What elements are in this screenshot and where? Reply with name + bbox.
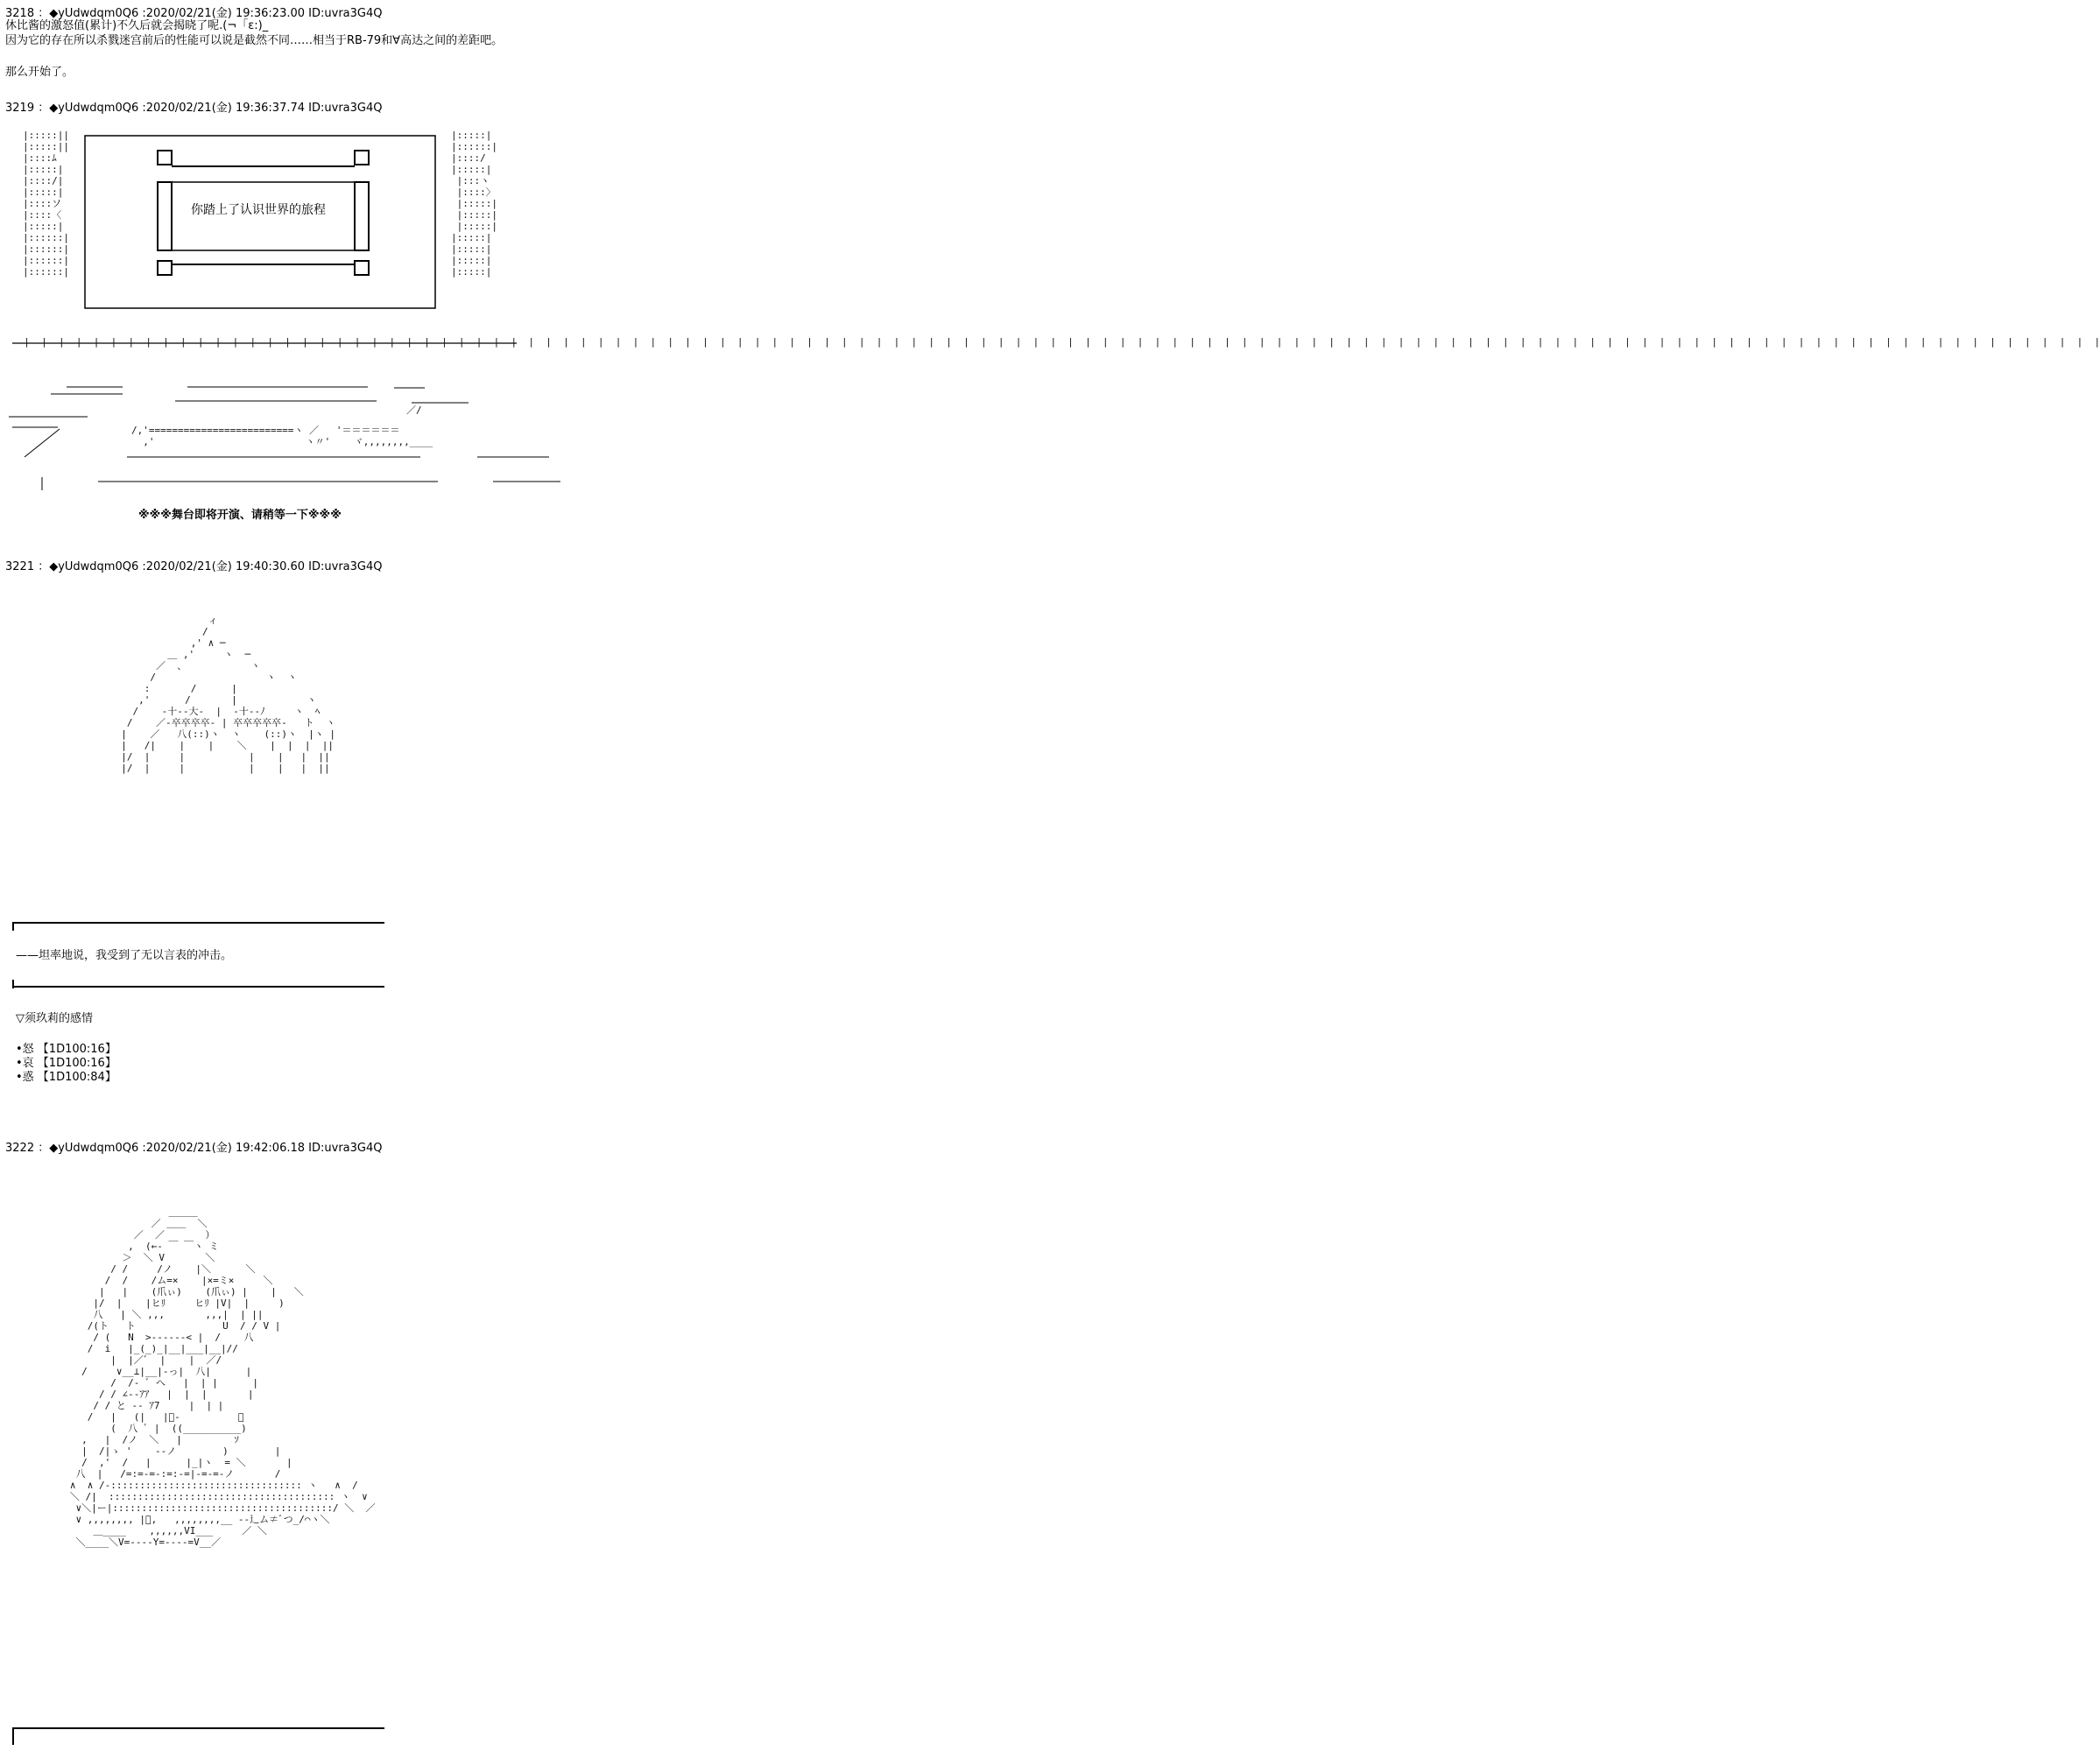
- divider-rule: [12, 986, 384, 988]
- divider-tick: [12, 922, 14, 931]
- post-header: 3218 ：◆yUdwdqm0Q6 :2020/02/21(金) 19:36:23.00 ID:uvra3G4Q: [5, 7, 383, 20]
- post-line: 因为它的存在所以杀戮迷宫前后的性能可以说是截然不同……相当于RB-79和∀高达之间的差距吧。: [5, 34, 504, 47]
- ascii-art-left-pillar: |:::::|| |:::::|| |::::ﾑ |:::::| |::::/| |:::::| |::::ソ |::::〈 |:::::| |::::::| |::::::| |::::::| |::::::|: [23, 130, 69, 278]
- ascii-art-character-seated: ＿＿＿ ／ ＿＿ ＼ ／ ／ ） , (←‐ ￣ ￣ヽ ミ ＞ ＼ V ＼ / / /ノ |＼ ＼ / / /ム=× |×=ミ× ＼ | | (爪ぃ) (爪ぃ) | | ＼ |/ | |ヒﾘ ヒﾘ |V| | ) 八 | ＼ ,,, ,,,| | || /(ト ト U / / V | / ( N >‐‐‐‐‐‐< | / 八 / i |_(_)_|__|___|__|// | |／ﾞ | | ／/ / ∨__⊥|__|‐っ| 八| | / /‐ ﾞ へ | | | | / / ∠‐‐ｱｱ | | | | / / と ‐‐ ｱ7 | | | / | (| |ﾞ‐ ＼ ( 八 ﾞ | ((__________) , | /ノ ＼ | ｿ | /|ゝ ' ‐‐ノ ) | / ,' / | |_|ヽ = ＼ | 八 | /=:=‐=‐:=:‐=|‐=‐=‐ノ / ∧ ∧ /‐::::::::::::::::::::::::::::::::: ヽ ∧ / ＼ /| ::::::::::::::::::::::::::::::::::::::: ヽ ∨ ∨＼|ー|::::::::::::::::::::::::::::::::::::::/ ＼ ／ ∨ ,,,,,,,, |ﾞ, ,,,,,,,,__ ‐‐辶ム≠ﾞつ_/⌒ヽ＼ ＿____ ,,,,,,VI___ ／ ＼ ＼____＼V=‐‐‐‐Y=‐‐‐‐=V__／: [69, 1206, 376, 1548]
- narration-line: ——坦率地说，我受到了无以言表的冲击。: [16, 949, 233, 962]
- post-line: 休比酱的激怒值(累计)不久后就会揭晓了呢.(¬「ε:)_: [5, 19, 269, 32]
- ascii-stage-deco: ／/: [406, 404, 422, 416]
- ascii-art-character-shock: ィ / ,' ∧ ─ ＿ ,' ヽ ─ ／ 、 ヽ / ヽ ヽ : / | ,' / | ヽ / ‐十‐‐大‐ | ‐十‐‐ﾉ ヽ ﾍ / ／‐卒卒卒卒‐ | 卒卒卒卒卒‐ ト ヽ | ／ 八(::)ヽ ヽ (::)ヽ |ヽ | | /| | | ＼ | | | || |/ | | | | | || |/ | | | | | ||: [121, 615, 336, 774]
- emotion-roll: •怒 【1D100:16】: [16, 1043, 116, 1056]
- ascii-stage-floor: /,'=========================ヽ ／ '＝＝＝＝＝＝ ,' ヽ〃' ヾ,,,,,,,,____: [131, 425, 433, 447]
- divider-rule: [12, 1727, 384, 1729]
- ascii-ruler-ticks: | | | | | | | | | | | | | | | | | | | | | | | | | | | | | | | | | | | | | | | | | | | | | | | | | | | | | | | | | | | | | | | | | | | | | | | | | | | | | | | | | | | | | | | | | | | | | | | | | | | | | | | | | | | | | | | | | | | | | | | |: [12, 336, 2100, 348]
- divider-rule: [12, 922, 384, 924]
- post-header: 3219 ：◆yUdwdqm0Q6 :2020/02/21(金) 19:36:37.74 ID:uvra3G4Q: [5, 102, 383, 115]
- emotion-roll: •惑 【1D100:84】: [16, 1071, 116, 1084]
- post-header: 3222 ：◆yUdwdqm0Q6 :2020/02/21(金) 19:42:06.18 ID:uvra3G4Q: [5, 1142, 383, 1155]
- emotion-title: ▽须玖莉的感情: [16, 1012, 93, 1025]
- ascii-art-right-pillar: |:::::| |::::::| |::::/ |:::::| |:::ヽ |::::〉 |:::::| |:::::| |:::::| |:::::| |:::::| |:::::| |:::::|: [451, 130, 497, 278]
- emotion-roll: •哀 【1D100:16】: [16, 1057, 116, 1070]
- divider-tick: [12, 980, 14, 988]
- post-header: 3221 ：◆yUdwdqm0Q6 :2020/02/21(金) 19:40:30.60 ID:uvra3G4Q: [5, 560, 383, 573]
- post-line: 那么开始了。: [5, 66, 74, 79]
- divider-tick: [12, 1727, 14, 1745]
- sign-text: 你踏上了认识世界的旅程: [191, 203, 326, 217]
- stage-caption: ※※※舞台即将开演、请稍等一下※※※: [138, 509, 342, 522]
